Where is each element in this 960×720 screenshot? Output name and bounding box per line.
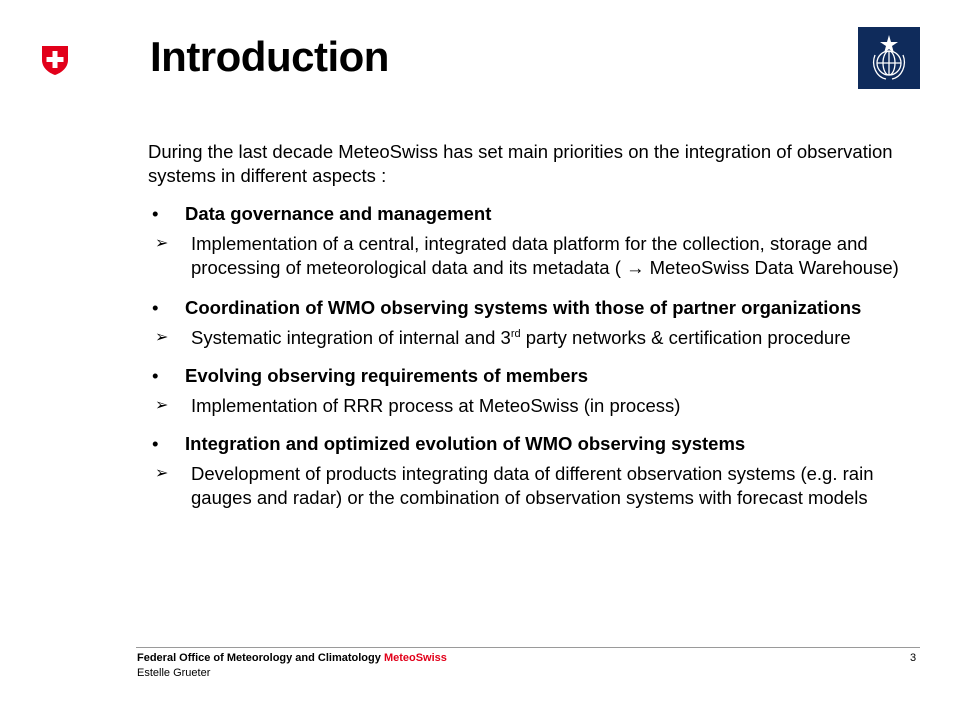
bullet-heading [148,364,908,388]
bullet-heading-text: Evolving observing requirements of members [185,365,588,386]
sub-point-text: Implementation of RRR process at MeteoSwiss (in process) [191,395,681,416]
ordinal-superscript: rd [510,327,521,340]
slide-title: Introduction [150,33,389,80]
sub-point [111,394,908,418]
footer-organization [137,652,447,664]
sub-point-text-part: party networks & certification procedure [520,327,851,348]
sub-point [111,326,908,350]
footer-org-name: Federal Office of Meteorology and Climatology [137,652,381,664]
sub-point-text-part: Systematic integration of internal and 3 [191,327,511,348]
bullet-heading [148,202,908,226]
bullet-heading [148,432,908,456]
sub-point-text: Implementation of a central, integrated data platform for the collection, storage and processing of meteorological data and its metadata ( → MeteoSwiss Data Warehouse) [191,233,899,278]
slide-body [148,140,908,526]
sub-point [111,462,908,510]
list-item [148,364,908,418]
page-number: 3 [910,652,917,664]
sub-point [111,232,908,280]
bullet-heading [148,296,908,320]
list-item [148,296,908,350]
arrow-bullet-icon: ➢ [155,235,169,252]
bullet-icon: • [152,365,159,386]
bullet-heading-text: Coordination of WMO observing systems with those of partner organizations [185,297,862,318]
footer-brand: MeteoSwiss [383,652,447,664]
wmo-emblem-icon [858,27,920,89]
arrow-bullet-icon: ➢ [155,397,169,414]
swiss-federal-shield-icon [40,44,70,76]
bullet-icon: • [152,297,159,318]
list-item [148,202,908,280]
list-item [148,432,908,510]
footer-divider [136,647,920,648]
arrow-bullet-icon: ➢ [155,329,169,346]
sub-point-text: Development of products integrating data of different observation systems (e.g. rain gauges and radar) or the combination of observation systems with forecast models [191,463,874,508]
footer-author: Estelle Grueter [137,667,211,679]
arrow-bullet-icon: ➢ [155,465,169,482]
bullet-icon: • [152,203,159,224]
bullet-heading-text: Integration and optimized evolution of WMO observing systems [185,433,746,454]
intro-paragraph: During the last decade MeteoSwiss has set main priorities on the integration of observation systems in different aspects : [148,141,893,186]
bullet-heading-text: Data governance and management [185,203,492,224]
bullet-icon: • [152,433,159,454]
